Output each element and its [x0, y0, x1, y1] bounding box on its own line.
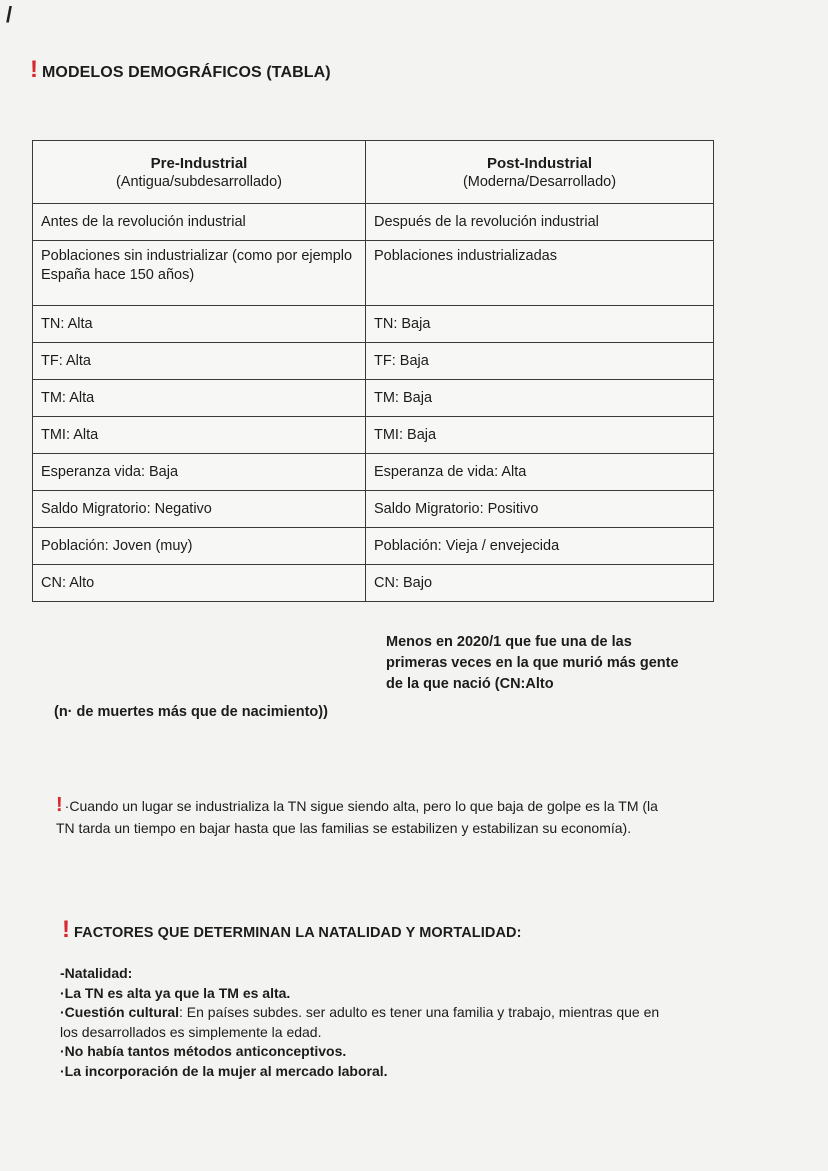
exclamation-icon: !: [62, 916, 70, 943]
table-cell: Después de la revolución industrial: [366, 204, 714, 241]
table-row: [33, 204, 714, 241]
table-row: [33, 343, 714, 380]
table-cell: Esperanza de vida: Alta: [366, 454, 714, 491]
table-cell: Poblaciones industrializadas: [366, 241, 714, 306]
natalidad-list: [60, 964, 680, 1081]
table-cell: TN: Alta: [33, 306, 366, 343]
table-cell: Saldo Migratorio: Positivo: [366, 491, 714, 528]
table-cell: Poblaciones sin industrializar (como por ejemplo España hace 150 años): [33, 241, 366, 306]
note-deaths: (n· de muertes más que de nacimiento)): [54, 704, 328, 720]
table-row: [33, 417, 714, 454]
list-item-text: : En países subdes. ser adulto es tener una familia y trabajo, mientras que en los desarrollados es simplemente la edad.: [60, 1004, 660, 1040]
page-heading: [30, 56, 331, 84]
table-row: [33, 528, 714, 565]
table-cell: CN: Bajo: [366, 565, 714, 602]
header-main: Post-Industrial: [486, 154, 592, 172]
page-title: MODELOS DEMOGRÁFICOS (TABLA): [42, 64, 331, 81]
list-item-bold: ·Cuestión cultural: [60, 1004, 180, 1020]
exclamation-icon: !: [56, 794, 63, 816]
list-item: [60, 1003, 680, 1042]
table-row: [33, 565, 714, 602]
table-row: [33, 241, 714, 306]
industrialization-paragraph: [56, 794, 676, 839]
table-cell: TMI: Baja: [366, 417, 714, 454]
header-post-industrial: [366, 141, 714, 204]
table-row: [33, 306, 714, 343]
list-item: ·No había tantos métodos anticonceptivos.: [60, 1043, 347, 1059]
list-item: ·La incorporación de la mujer al mercado laboral.: [60, 1062, 388, 1079]
table-cell: Saldo Migratorio: Negativo: [33, 491, 366, 528]
table-cell: TF: Baja: [366, 343, 714, 380]
list-heading: -Natalidad:: [60, 965, 133, 981]
header-pre-industrial: [33, 141, 366, 204]
table-cell: TM: Alta: [33, 380, 366, 417]
table-cell: TF: Alta: [33, 343, 366, 380]
table-row: [33, 491, 714, 528]
paragraph-text: ·Cuando un lugar se industrializa la TN sigue siendo alta, pero lo que baja de golpe es la TM (la TN tarda un tiempo en bajar hasta que las familias se estabilizen y estabilizan su economía).: [56, 798, 658, 836]
table-cell: Población: Joven (muy): [33, 528, 366, 565]
table-cell: Antes de la revolución industrial: [33, 204, 366, 241]
table-cell: Esperanza vida: Baja: [33, 454, 366, 491]
table-cell: TMI: Alta: [33, 417, 366, 454]
table-header-row: [33, 141, 714, 204]
table-row: [33, 454, 714, 491]
table-cell: CN: Alto: [33, 565, 366, 602]
header-main: Pre-Industrial: [150, 154, 248, 172]
header-sub: (Moderna/Desarrollado): [462, 173, 617, 190]
exclamation-icon: !: [30, 56, 38, 83]
demographic-models-table: [32, 140, 714, 602]
table-cell: TM: Baja: [366, 380, 714, 417]
section-heading: [62, 916, 522, 944]
table-row: [33, 380, 714, 417]
corner-mark: /: [6, 2, 13, 27]
section-title: FACTORES QUE DETERMINAN LA NATALIDAD Y MORTALIDAD:: [74, 925, 522, 941]
list-item: ·La TN es alta ya que la TM es alta.: [60, 984, 291, 1001]
table-cell: Población: Vieja / envejecida: [366, 528, 714, 565]
header-sub: (Antigua/subdesarrollado): [115, 173, 283, 190]
table-cell: TN: Baja: [366, 306, 714, 343]
note-2020: Menos en 2020/1 que fue una de las primeras veces en la que murió más gente de la que nació (CN:Alto: [386, 634, 679, 692]
